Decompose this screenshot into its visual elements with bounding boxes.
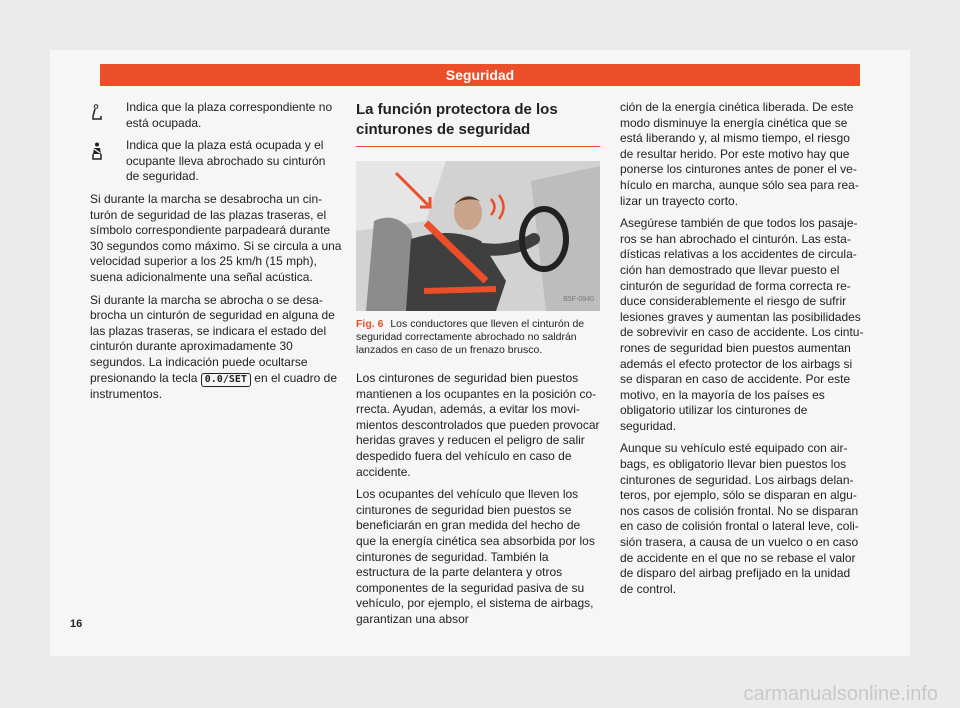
watermark: carmanualsonline.info — [743, 683, 938, 705]
figure-label: Fig. 6 — [356, 318, 384, 330]
paragraph: Los ocupantes del vehículo que lleven los cinturones de seguridad bien puestos se beneficiarán en gran medida del hecho de que la energía cinética sea absorbida por los cinturones de seguridad. También la estructura de la parte delantera y otros componentes de la seguridad pasiva de su vehículo, por ejemplo, el sistema de airbags, garantizan una absor — [356, 487, 595, 626]
icon-item-text: Indica que la plaza está ocupada y el ocupante lleva abrochado su cinturón de seguridad. — [126, 138, 326, 184]
column-left — [90, 100, 342, 409]
icon-item-text: Indica que la plaza correspondiente no está ocupada. — [126, 100, 333, 130]
paragraph: Asegúrese también de que todos los pasajeros se han abrochado el cinturón. Las estadísticas relativas a los accidentes de circulación han demostrado que llevar puesto el cinturón de seguridad de forma correcta reduce considerablemente el riesgo de sufrir lesiones graves y aumentan las posibilidades de sobrevivir en caso de accidente. Los cinturones de seguridad bien puestos aumentan además el efecto protector de los airbags si se disparan en caso de accidente. Por este motivo, en la mayoría de los países es obligatorio utilizar los cinturones de seguridad. — [620, 216, 864, 433]
seatbelt-fastened-icon — [90, 142, 104, 160]
set-key-badge: 0.0/SET — [201, 373, 251, 387]
icon-item-seat-free — [90, 100, 342, 131]
driver-seatbelt-illustration — [356, 161, 600, 311]
section-header — [100, 64, 860, 86]
seat-occupied-icon — [90, 104, 104, 122]
figure-code: B5F-0940 — [563, 296, 594, 304]
section-header-title: Seguridad — [445, 67, 515, 83]
column-middle — [356, 100, 600, 635]
paragraph: Los cinturones de seguridad bien puestos mantienen a los ocupantes en la posición correcta. Ayudan, además, a evitar los movimientos descontrolados que pueden provocar heridas graves y reducen el peligro de salir despedido fuera del vehículo en caso de accidente. — [356, 371, 600, 479]
page-number: 16 — [70, 618, 83, 630]
figure-driver-seatbelt — [356, 161, 600, 311]
paragraph: Aunque su vehículo esté equipado con airbags, es obligatorio llevar bien puestos los cinturones de seguridad. Los airbags delanteros, por ejemplo, sólo se disparan en algunos casos de colisión frontal. No se disparan en caso de colisión frontal o lateral leve, colisión trasera, a causa de un vuelco o en caso de accidente en el que no se rebase el valor de disparo del airbag prefijado en la unidad de control. — [620, 441, 859, 596]
section-title: La función protectora de los cinturones de seguridad — [356, 100, 600, 147]
paragraph: ción de la energía cinética liberada. De este modo disminuye la energía cinética que se está liberando y, al mismo tiempo, el riesgo de resultar herido. Por este motivo hay que ponerse los cinturones antes de poner el vehículo en marcha, aunque sólo sea para realizar un trayecto corto. — [620, 100, 859, 208]
figure-caption: Fig. 6 Los conductores que lleven el cinturón de seguridad correctamente abrochado no saldrán lanzados en caso de un frenazo brusco. — [356, 318, 585, 356]
paragraph-with-key: Si durante la marcha se abrocha o se desabrocha un cinturón de seguridad en alguna de las plazas traseras, se indicara el estado del cinturón durante aproximadamente 30 segundos. La indicación puede ocultarse presionando la tecla 0.0/SET en el cuadro de instrumentos. — [90, 292, 337, 401]
column-right — [620, 100, 864, 604]
paragraph: Si durante la marcha se desabrocha un cinturón de seguridad de las plazas traseras, el símbolo correspondiente parpadeará durante 30 segundos como máximo. Si se circula a una velocidad superior a los 25 km/h (15 mph), suena adicionalmente una señal acústica. — [90, 191, 342, 284]
icon-item-seat-belted — [90, 138, 342, 185]
